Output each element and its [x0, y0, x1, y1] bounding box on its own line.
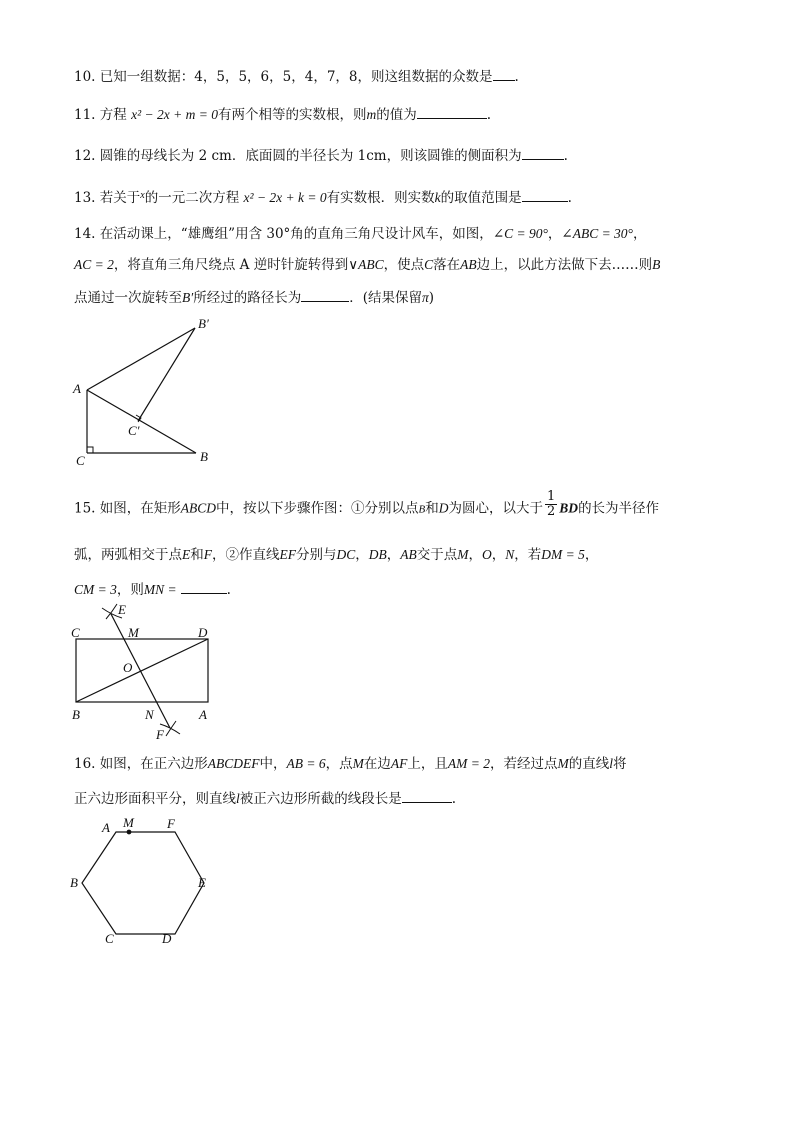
length-am: AM = 2	[447, 756, 490, 771]
separator: ，	[632, 226, 647, 242]
question-text: 中，按以下步骤作图：①分别以点	[216, 500, 419, 517]
label-n: N	[145, 707, 154, 722]
label-c: C	[76, 453, 85, 468]
question-text: 交于点	[416, 547, 458, 563]
separator: ，	[468, 547, 483, 563]
question-text: 和	[425, 500, 439, 517]
line-l: l	[609, 756, 614, 771]
point-o: O	[482, 547, 492, 562]
point-b-prime: B′	[182, 290, 194, 305]
label-o: O	[123, 660, 133, 675]
question-text: ．底面圆的半径长为	[231, 148, 354, 164]
right-angle-mark-c	[87, 447, 93, 453]
hexagon-abcdef: ABCDEF	[207, 756, 260, 771]
label-d: D	[162, 931, 172, 946]
segment-b-prime-c-prime	[138, 328, 195, 421]
question-text: ，则该圆锥的侧面积为	[386, 148, 522, 164]
question-text: 正六边形面积平分，则直线	[74, 791, 236, 807]
label-d: D	[198, 625, 208, 640]
question-16-line-1	[74, 757, 627, 772]
equation: x² − 2x + m = 0	[131, 107, 218, 122]
segment-db: DB	[368, 547, 387, 562]
question-text: 的长为半径作	[578, 500, 660, 517]
point-m: M	[352, 756, 364, 771]
separator: ，	[491, 547, 506, 563]
question-text: ，则	[116, 582, 144, 598]
period: .	[226, 582, 231, 598]
triangle-abc: ∨ABC	[348, 257, 384, 272]
period: .	[567, 190, 572, 206]
answer-blank[interactable]	[181, 581, 227, 594]
diagonal-bd	[76, 639, 208, 702]
separator: ，	[355, 547, 369, 563]
question-text: 有两个相等的实数根，则	[217, 107, 367, 123]
line-ef	[111, 614, 170, 728]
question-text: 所经过的路径长为	[193, 290, 302, 306]
question-text: 的一元二次方程	[144, 190, 240, 206]
separator: ，	[547, 226, 562, 242]
variable-k: k	[434, 190, 441, 205]
length-ab: AB = 6	[286, 756, 326, 771]
point-m: M	[557, 756, 569, 771]
point-c: C	[424, 257, 434, 272]
label-a: A	[73, 381, 81, 396]
question-number: 16.	[74, 756, 96, 772]
label-e: E	[198, 875, 206, 890]
question-text: ．(结果保留	[349, 290, 422, 306]
line-ef: EF	[279, 547, 296, 562]
answer-blank[interactable]	[522, 147, 564, 160]
question-14-line-2	[74, 258, 660, 273]
length-mn: MN =	[143, 582, 177, 597]
fraction-denominator: 2	[547, 504, 556, 519]
question-number: 11.	[74, 107, 96, 123]
length-dm: DM = 5	[541, 547, 585, 562]
question-11	[74, 106, 491, 123]
question-15-line-3	[74, 581, 231, 598]
question-text: 方程	[99, 107, 127, 123]
segment-ab: AB	[460, 257, 477, 272]
equation: x² − 2x + k = 0	[243, 190, 327, 205]
label-a: A	[102, 820, 110, 835]
point-d: D	[438, 500, 449, 516]
point-m-dot	[127, 830, 132, 835]
label-b: B	[72, 707, 80, 722]
period: .	[514, 69, 519, 85]
pi-symbol: π	[421, 290, 429, 305]
separator: ，	[584, 547, 599, 563]
question-14-line-3	[74, 289, 434, 306]
question-text: 弧，两弧相交于点	[74, 547, 182, 563]
label-b: B	[200, 449, 208, 464]
segment-ab	[87, 390, 196, 453]
answer-blank[interactable]	[402, 790, 452, 803]
question-number: 15.	[74, 500, 96, 517]
fraction-half	[545, 490, 557, 518]
question-text: ，点	[325, 756, 353, 772]
question-text: 的取值范围是	[440, 190, 522, 206]
period: .	[486, 107, 491, 123]
question-text: 如图，在矩形	[99, 500, 181, 517]
answer-blank[interactable]	[522, 189, 568, 202]
label-c: C	[71, 625, 80, 640]
label-b-prime: B′	[198, 316, 209, 331]
label-f: F	[167, 816, 175, 831]
question-13	[74, 189, 572, 206]
label-a: A	[199, 707, 207, 722]
question-text: 已知一组数据：4，5，5，6，5，4，7，8，则这组数据的众数是	[99, 69, 493, 85]
question-text: 落在	[433, 257, 461, 273]
label-b: B	[70, 875, 78, 890]
question-text: 在活动课上，“雄鹰组”用含 30°角的直角三角尺设计风车，如图，	[99, 226, 493, 242]
answer-blank[interactable]	[493, 68, 515, 81]
question-text: 点通过一次旋转至	[74, 290, 182, 306]
question-12	[74, 147, 568, 164]
question-text: 在边	[363, 756, 391, 772]
question-number: 13.	[74, 190, 96, 206]
rect-abcd: ABCD	[180, 500, 217, 516]
question-text: 和	[190, 547, 204, 563]
label-f: F	[156, 727, 164, 742]
length-cm: CM = 3	[74, 582, 117, 597]
period: .	[563, 148, 568, 164]
figure-triangle-rotation	[70, 314, 220, 474]
question-text: 圆锥的母线长为	[99, 148, 195, 164]
value-slant-height: 2 cm	[198, 148, 232, 164]
segment-af: AF	[390, 756, 408, 771]
segment-ab-prime	[87, 328, 195, 390]
label-m: M	[123, 815, 134, 830]
point-b: B	[652, 257, 661, 272]
question-text: 边上，以此方法做下去……则	[476, 257, 653, 273]
question-text: ，若	[514, 547, 542, 563]
segment-ab: AB	[400, 547, 417, 562]
question-10	[74, 68, 519, 85]
close-paren: )	[428, 290, 435, 306]
question-number: 10.	[74, 69, 96, 85]
question-14-line-1	[74, 227, 646, 242]
point-e: E	[182, 547, 191, 562]
question-text: ，若经过点	[490, 756, 558, 772]
figure-regular-hexagon	[68, 812, 218, 952]
point-m: M	[457, 547, 469, 562]
question-text: ，将直角三角尺绕点 A 逆时针旋转得到	[113, 257, 349, 273]
label-m: M	[128, 625, 139, 640]
variable-m: m	[366, 107, 377, 122]
point-b: B	[418, 503, 426, 516]
question-text: 分别与	[296, 547, 337, 563]
period: .	[451, 791, 457, 807]
question-text: 若关于	[99, 190, 141, 206]
question-number: 14.	[74, 226, 96, 242]
question-text: 上，且	[407, 756, 448, 772]
question-text: 有实数根．则实数	[326, 190, 435, 206]
question-number: 12.	[74, 148, 96, 164]
angle-c: ∠C = 90°	[492, 226, 548, 241]
question-text: 的直线	[568, 756, 610, 772]
question-15-line-1	[74, 489, 660, 519]
label-c: C	[105, 931, 114, 946]
answer-blank[interactable]	[301, 289, 349, 302]
figure-rectangle-construction	[66, 600, 226, 745]
value-radius: 1cm	[357, 148, 387, 164]
label-c-prime: C′	[128, 423, 140, 438]
fraction-numerator: 1	[547, 489, 556, 504]
question-text: ，②作直线	[212, 547, 280, 563]
question-text: 被正六边形所截的线段长是	[239, 791, 402, 807]
separator: ，	[386, 547, 401, 563]
question-text: 如图，在正六边形	[99, 756, 208, 772]
question-16-line-2	[74, 790, 456, 807]
angle-abc: ∠ABC = 30°	[561, 226, 633, 241]
question-15-line-2	[74, 548, 598, 563]
question-text: 中，	[259, 756, 287, 772]
answer-blank[interactable]	[417, 106, 487, 119]
label-e: E	[118, 602, 126, 617]
question-text: 为圆心，以大于	[448, 500, 544, 517]
segment-dc: DC	[336, 547, 356, 562]
point-f: F	[203, 547, 212, 562]
variable-x: x	[140, 190, 145, 201]
length-ac: AC = 2	[74, 257, 114, 272]
point-n: N	[505, 547, 515, 562]
question-text: ，使点	[383, 257, 425, 273]
question-text: 的值为	[376, 107, 417, 123]
segment-bd: BD	[559, 500, 579, 516]
line-l: l	[236, 791, 240, 806]
hexagon	[82, 832, 204, 934]
question-text: 将	[613, 756, 627, 772]
